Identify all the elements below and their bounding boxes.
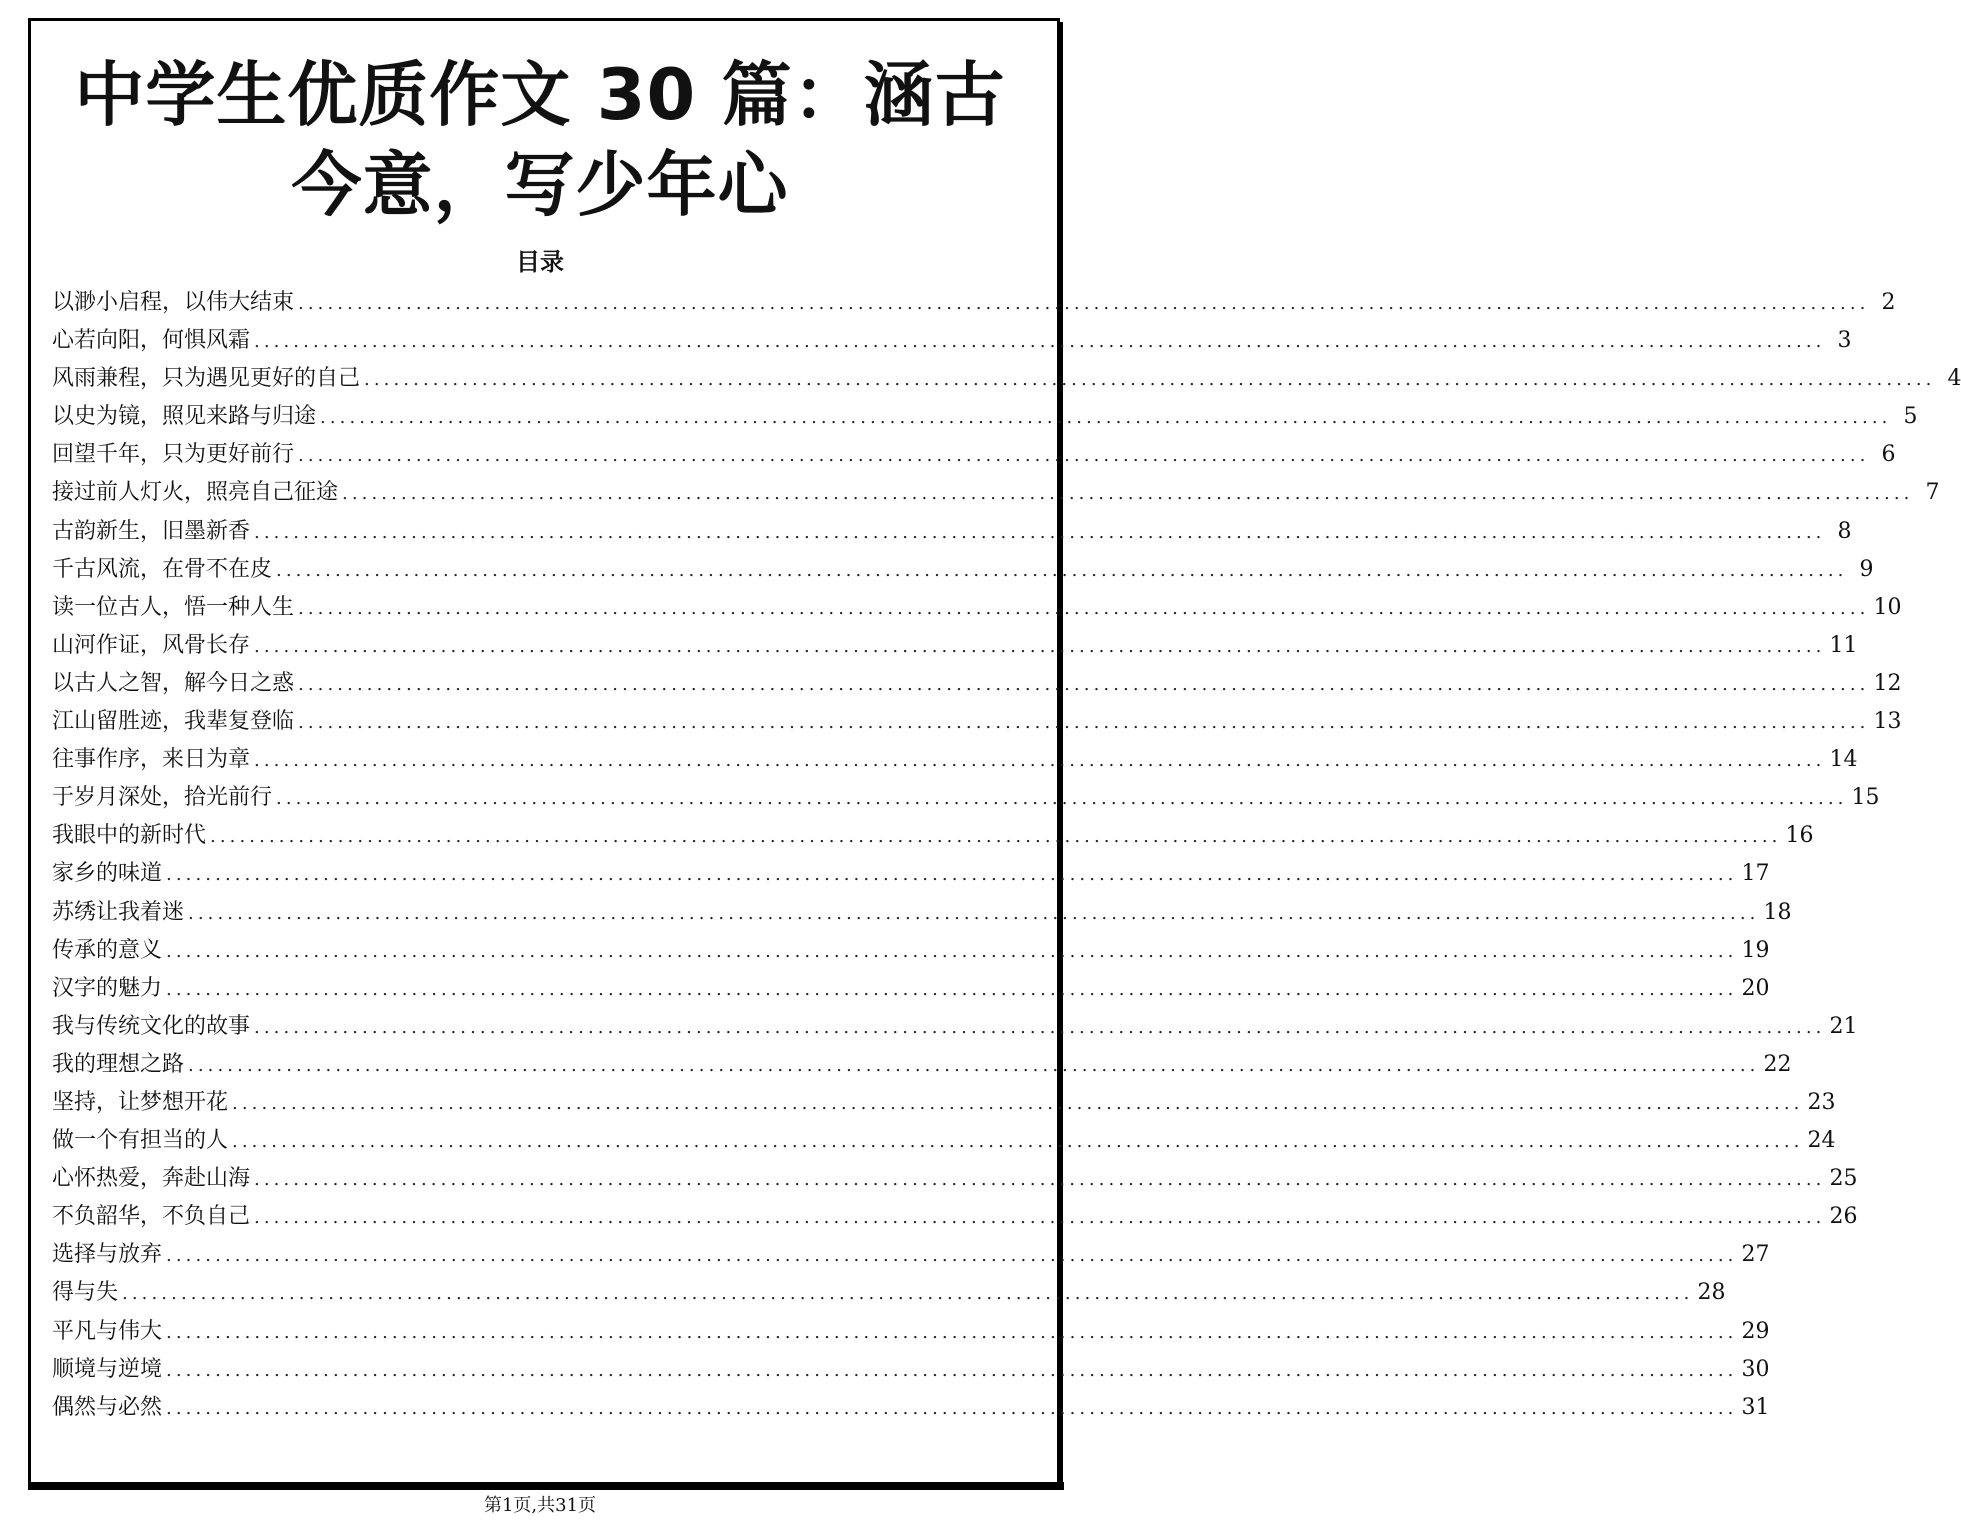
- toc-entry-title: 我眼中的新时代: [52, 823, 207, 849]
- toc-entry-title: 得与失: [52, 1280, 119, 1306]
- toc-entry-page: 23: [1807, 1089, 1836, 1115]
- toc-entry[interactable]: [52, 1046, 1792, 1084]
- toc-dot-leader: ................................................................................................................................................................: [298, 712, 1870, 734]
- toc-entry[interactable]: [52, 779, 1880, 817]
- toc-entry-title: 以史为镜，照见来路与归途: [52, 404, 317, 430]
- toc-dot-leader: ................................................................................................................................................................: [254, 1207, 1826, 1229]
- toc-entry[interactable]: [52, 1236, 1770, 1274]
- toc-entry-page: 10: [1873, 594, 1902, 620]
- toc-entry[interactable]: [52, 627, 1858, 665]
- toc-entry-title: 坚持，让梦想开花: [52, 1089, 229, 1115]
- toc-entry-title: 山河作证，风骨长存: [52, 632, 251, 658]
- toc-dot-leader: ................................................................................................................................................................: [188, 1054, 1760, 1076]
- toc-entry-page: 31: [1741, 1394, 1770, 1420]
- toc-entry-page: 12: [1873, 670, 1902, 696]
- toc-entry-page: 13: [1873, 709, 1902, 735]
- toc-dot-leader: ................................................................................................................................................................: [166, 1245, 1738, 1267]
- toc-dot-leader: ................................................................................................................................................................: [298, 445, 1870, 467]
- toc-entry-title: 以渺小启程，以伟大结束: [52, 290, 295, 315]
- toc-entry-page: 8: [1837, 518, 1852, 544]
- toc-entry-page: 30: [1741, 1356, 1770, 1382]
- toc-entry[interactable]: [52, 474, 1940, 512]
- toc-entry-title: 于岁月深处，拾光前行: [52, 785, 273, 811]
- toc-dot-leader: ................................................................................................................................................................: [166, 940, 1738, 962]
- toc-entry-page: 6: [1881, 442, 1896, 468]
- toc-entry-page: 2: [1881, 290, 1896, 315]
- toc-dot-leader: ................................................................................................................................................................: [254, 521, 1826, 543]
- toc-dot-leader: ................................................................................................................................................................: [276, 788, 1848, 810]
- toc-entry[interactable]: [52, 589, 1902, 627]
- page-border-bottom: [28, 1482, 1064, 1490]
- toc-entry-page: 18: [1763, 899, 1792, 925]
- toc-entry[interactable]: [52, 1008, 1858, 1046]
- toc-entry[interactable]: [52, 1198, 1858, 1236]
- toc-entry-page: 3: [1837, 328, 1852, 354]
- toc-entry-title: 我与传统文化的故事: [52, 1013, 251, 1039]
- toc-dot-leader: ................................................................................................................................................................: [320, 407, 1892, 429]
- toc-dot-leader: ................................................................................................................................................................: [166, 1397, 1738, 1419]
- toc-entry-title: 我的理想之路: [52, 1051, 185, 1077]
- toc-entry-page: 29: [1741, 1318, 1770, 1344]
- toc-entry[interactable]: [52, 360, 1961, 398]
- document-title: 中学生优质作文 30 篇：涵古今意，写少年心: [74, 54, 1006, 226]
- toc-entry-title: 往事作序，来日为章: [52, 747, 251, 773]
- toc-entry-title: 汉字的魅力: [52, 975, 163, 1001]
- toc-dot-leader: ................................................................................................................................................................: [254, 635, 1826, 657]
- toc-entry[interactable]: [52, 513, 1852, 551]
- toc-entry-page: 20: [1741, 975, 1770, 1001]
- toc-entry[interactable]: [52, 855, 1770, 893]
- toc-entry-title: 顺境与逆境: [52, 1356, 163, 1382]
- toc-entry-title: 风雨兼程，只为遇见更好的自己: [52, 366, 361, 392]
- toc-dot-leader: ................................................................................................................................................................: [166, 864, 1738, 886]
- toc-entry[interactable]: [52, 665, 1902, 703]
- toc-dot-leader: ................................................................................................................................................................: [166, 1359, 1738, 1381]
- toc-entry[interactable]: [52, 436, 1896, 474]
- toc-entry-page: 26: [1829, 1204, 1858, 1230]
- toc-entry-title: 回望千年，只为更好前行: [52, 442, 295, 468]
- toc-dot-leader: ................................................................................................................................................................: [298, 293, 1870, 314]
- toc-dot-leader: ................................................................................................................................................................: [254, 331, 1826, 353]
- toc-entry-title: 心怀热爱，奔赴山海: [52, 1166, 251, 1192]
- toc-entry-title: 偶然与必然: [52, 1394, 163, 1420]
- toc-entry-title: 千古风流，在骨不在皮: [52, 556, 273, 582]
- toc-entry-page: 22: [1763, 1051, 1792, 1077]
- toc-entry-title: 不负韶华，不负自己: [52, 1204, 251, 1230]
- toc-dot-leader: ................................................................................................................................................................: [298, 673, 1870, 695]
- toc-entry-page: 25: [1829, 1166, 1858, 1192]
- toc-dot-leader: ................................................................................................................................................................: [122, 1283, 1694, 1305]
- toc-entry[interactable]: [52, 551, 1874, 589]
- toc-entry-title: 做一个有担当的人: [52, 1128, 229, 1154]
- toc-dot-leader: ................................................................................................................................................................: [254, 750, 1826, 772]
- toc-dot-leader: ................................................................................................................................................................: [276, 559, 1848, 581]
- toc-entry-page: 16: [1785, 823, 1814, 849]
- toc-entry-title: 家乡的味道: [52, 861, 163, 887]
- toc-dot-leader: ................................................................................................................................................................: [232, 1131, 1804, 1153]
- toc-entry-page: 24: [1807, 1128, 1836, 1154]
- toc-dot-leader: ................................................................................................................................................................: [364, 369, 1936, 391]
- toc-entry-page: 28: [1697, 1280, 1726, 1306]
- toc-entry[interactable]: [52, 398, 1918, 436]
- toc-entry-title: 传承的意义: [52, 937, 163, 963]
- toc-entry-title: 接过前人灯火，照亮自己征途: [52, 480, 339, 506]
- toc-dot-leader: ................................................................................................................................................................: [298, 597, 1870, 619]
- toc-entry[interactable]: [52, 322, 1852, 360]
- toc-entry[interactable]: [52, 284, 1896, 322]
- toc-entry-page: 17: [1741, 861, 1770, 887]
- toc-entry[interactable]: [52, 741, 1858, 779]
- toc-entry[interactable]: [52, 932, 1770, 970]
- toc-entry-page: 4: [1947, 366, 1961, 392]
- toc-entry[interactable]: [52, 703, 1902, 741]
- toc-entry[interactable]: [52, 1389, 1770, 1427]
- toc-entry[interactable]: [52, 1084, 1836, 1122]
- toc-entry[interactable]: [52, 1122, 1836, 1160]
- toc-entry[interactable]: [52, 970, 1770, 1008]
- toc-dot-leader: ................................................................................................................................................................: [166, 1321, 1738, 1343]
- toc-entry-page: 7: [1925, 480, 1940, 506]
- toc-entry-title: 古韵新生，旧墨新香: [52, 518, 251, 544]
- page-footer: 第1页,共31页: [483, 1495, 597, 1516]
- toc-dot-leader: ................................................................................................................................................................: [254, 1169, 1826, 1191]
- table-of-contents: [52, 284, 1961, 1427]
- toc-entry[interactable]: [52, 1351, 1770, 1389]
- toc-entry-page: 5: [1903, 404, 1918, 430]
- toc-dot-leader: ................................................................................................................................................................: [232, 1092, 1804, 1114]
- toc-dot-leader: ................................................................................................................................................................: [254, 1016, 1826, 1038]
- toc-entry-page: 9: [1859, 556, 1874, 582]
- toc-entry-page: 14: [1829, 747, 1858, 773]
- toc-entry-title: 平凡与伟大: [52, 1318, 163, 1344]
- toc-entry[interactable]: [52, 894, 1792, 932]
- toc-entry-page: 11: [1829, 632, 1858, 658]
- toc-entry[interactable]: [52, 1160, 1858, 1198]
- toc-entry[interactable]: [52, 1274, 1726, 1312]
- toc-entry-title: 读一位古人，悟一种人生: [52, 594, 295, 620]
- toc-dot-leader: ................................................................................................................................................................: [166, 978, 1738, 1000]
- toc-heading: 目录: [516, 248, 564, 276]
- toc-entry-title: 心若向阳，何惧风霜: [52, 328, 251, 354]
- toc-entry-title: 苏绣让我着迷: [52, 899, 185, 925]
- toc-entry-title: 江山留胜迹，我辈复登临: [52, 709, 295, 735]
- toc-dot-leader: ................................................................................................................................................................: [188, 902, 1760, 924]
- toc-entry[interactable]: [52, 1313, 1770, 1351]
- toc-entry-page: 21: [1829, 1013, 1858, 1039]
- toc-entry[interactable]: [52, 817, 1814, 855]
- toc-entry-page: 19: [1741, 937, 1770, 963]
- toc-dot-leader: ................................................................................................................................................................: [342, 483, 1914, 505]
- toc-entry-title: 以古人之智，解今日之惑: [52, 670, 295, 696]
- toc-entry-page: 15: [1851, 785, 1880, 811]
- toc-entry-title: 选择与放弃: [52, 1242, 163, 1268]
- toc-dot-leader: ................................................................................................................................................................: [210, 826, 1782, 848]
- toc-entry-page: 27: [1741, 1242, 1770, 1268]
